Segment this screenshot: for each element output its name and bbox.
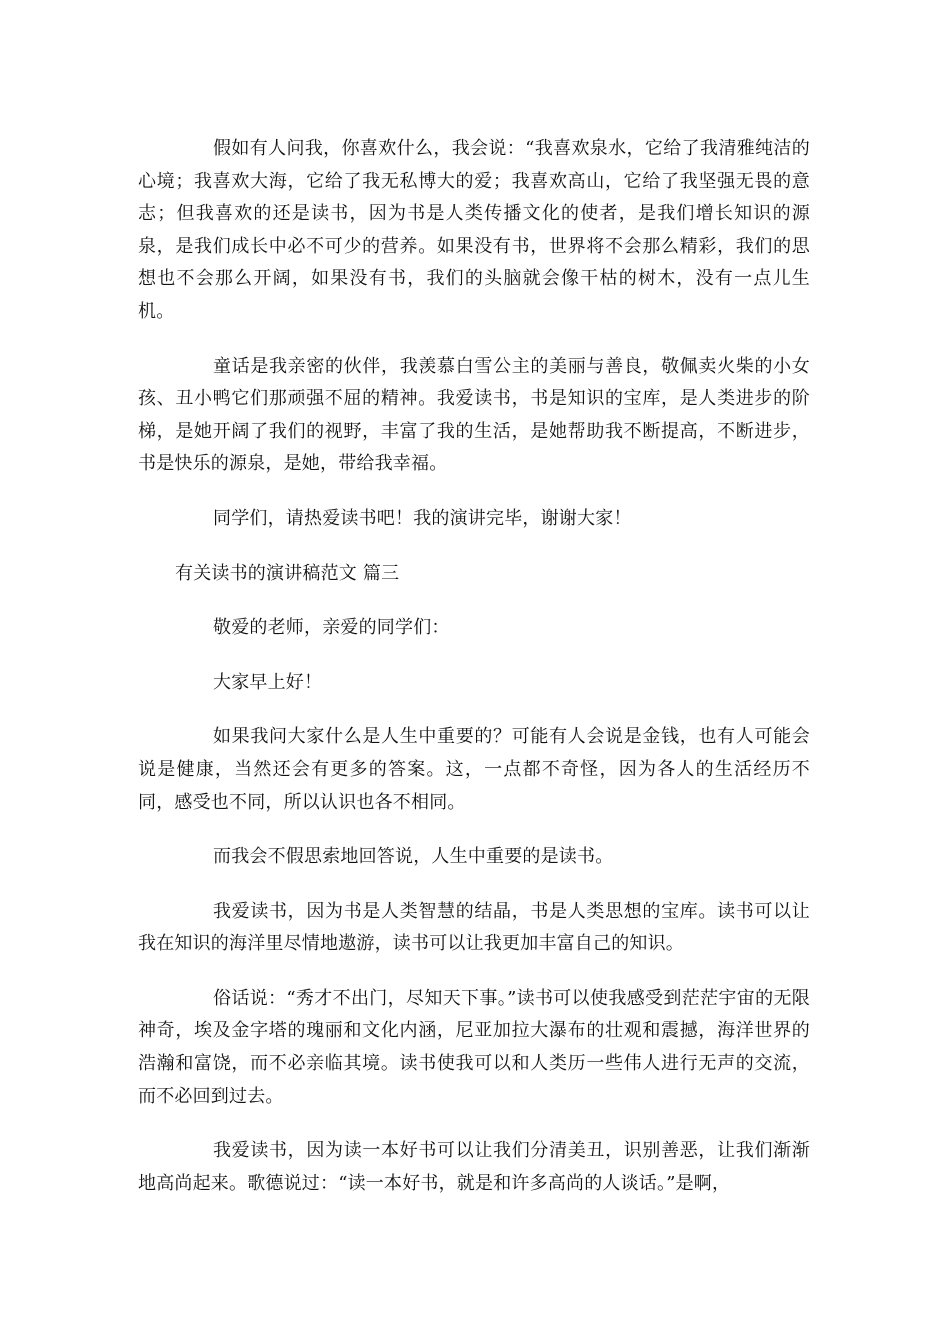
paragraph-saying: 俗话说：“秀才不出门，尽知天下事。”读书可以使我感受到茫茫宇宙的无限神奇，埃及金字塔的瑰丽和文化内涵，尼亚加拉大瀑布的壮观和震撼，海洋世界的浩瀚和富饶，而不必亲临其境。读书使我可以和人类历一些伟人进行无声的交流，而不必回到过去。 (138, 987, 810, 1107)
paragraph-good-book: 我爱读书，因为读一本好书可以让我们分清美丑，识别善恶，让我们渐渐地高尚起来。歌德说过：“读一本好书，就是和许多高尚的人谈话。”是啊， (138, 1140, 810, 1194)
paragraph-hobbies: 假如有人问我，你喜欢什么，我会说：“我喜欢泉水，它给了我清雅纯洁的心境；我喜欢大海，它给了我无私博大的爱；我喜欢高山，它给了我坚强无畏的意志；但我喜欢的还是读书，因为书是人类传播文化的使者，是我们增长知识的源泉，是我们成长中必不可少的营养。如果没有书，世界将不会那么精彩，我们的思想也不会那么开阔，如果没有书，我们的头脑就会像干枯的树木，没有一点儿生机。 (138, 138, 810, 322)
paragraph-answer: 而我会不假思索地回答说，人生中重要的是读书。 (213, 846, 614, 868)
paragraph-question: 如果我问大家什么是人生中重要的？可能有人会说是金钱，也有人可能会说是健康，当然还会有更多的答案。这，一点都不奇怪，因为各人的生活经历不同，感受也不同，所以认识也各不相同。 (138, 726, 810, 813)
document-body (138, 133, 810, 1222)
paragraph-greeting: 大家早上好！ (213, 671, 323, 693)
paragraph-salutation: 敬爱的老师，亲爱的同学们： (213, 617, 450, 639)
paragraph-fairy-tales: 童话是我亲密的伙伴，我羡慕白雪公主的美丽与善良，敬佩卖火柴的小女孩、丑小鸭它们那顽强不屈的精神。我爱读书，书是知识的宝库，是人类进步的阶梯，是她开阔了我们的视野，丰富了我的生活，是她帮助我不断提高，不断进步，书是快乐的源泉，是她，带给我幸福。 (138, 355, 810, 475)
paragraph-wisdom: 我爱读书，因为书是人类智慧的结晶，书是人类思想的宝库。读书可以让我在知识的海洋里尽情地遨游，读书可以让我更加丰富自己的知识。 (138, 900, 810, 955)
paragraph-closing: 同学们，请热爱读书吧！我的演讲完毕，谢谢大家！ (213, 507, 632, 529)
section-title: 有关读书的演讲稿范文 篇三 (175, 562, 400, 584)
